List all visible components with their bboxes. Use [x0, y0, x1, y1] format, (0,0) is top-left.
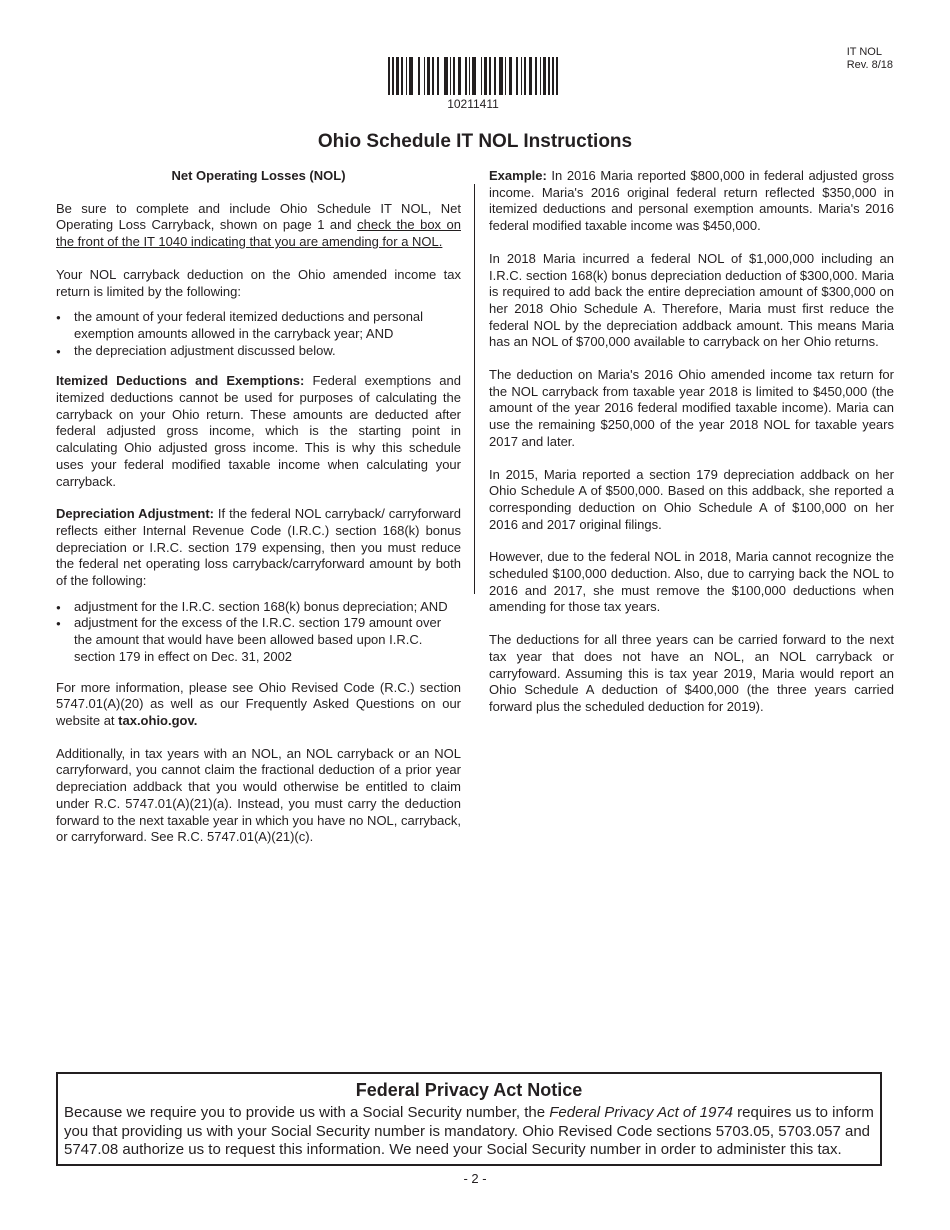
limit-paragraph: Your NOL carryback deduction on the Ohio amended income tax return is limited by the following:: [56, 266, 461, 299]
example-text: In 2016 Maria reported $800,000 in federal adjusted gross income. Maria's 2016 original federal return reflected $350,000 in itemized deductions and personal exemption amounts. Maria's 2016 federal modified taxable income was $450,000.: [489, 168, 894, 234]
list-item: ● adjustment for the excess of the I.R.C. section 179 amount over the amount that would have been allowed based upon I.R.C. section 179 in effect on Dec. 31, 2002: [56, 615, 461, 665]
additional-paragraph: Additionally, in tax years with an NOL, an NOL carryback or an NOL carryforward, you cannot claim the fractional deduction of a prior year depreciation addback that you would otherwise be entitled to claim under R.C. 5747.01(A)(21)(a). Instead, you must carry the deduction forward to the next taxable year in which you have no NOL, carryback, or carryforward. See R.C. 5747.01(A)(21)(c).: [56, 745, 461, 845]
list-item: ● the depreciation adjustment discussed below.: [56, 343, 461, 360]
intro-underlined-text: check the box on the front of the IT 1040 indicating that you are amending for a NOL.: [56, 217, 461, 250]
nol-heading: Net Operating Losses (NOL): [171, 168, 346, 183]
depreciation-paragraph: [56, 506, 461, 590]
more-info-text: For more information, please see Ohio Revised Code (R.C.) section 5747.01(A)(20) as well as our Frequently Asked Questions on our website at: [56, 679, 461, 728]
barcode-number: 10211411: [447, 97, 499, 111]
website-link[interactable]: tax.ohio.gov.: [118, 712, 198, 728]
barcode: [388, 57, 558, 111]
depreciation-text: If the federal NOL carryback/ carryforward reflects either Internal Revenue Code (I.R.C.) section 168(k) bonus depreciation or I.R.C. section 179 expensing, then you must reduce the federal net operating loss carryback/carryforward amount by both of the following:: [56, 506, 461, 589]
form-code: IT NOL: [846, 46, 882, 58]
privacy-text-a: Because we require you to provide us with a Social Security number, the: [64, 1104, 550, 1121]
privacy-text: [64, 1104, 874, 1160]
itemized-label: Itemized Deductions and Exemptions:: [56, 373, 305, 389]
example-label: Example:: [489, 168, 547, 183]
example-paragraph-2: In 2018 Maria incurred a federal NOL of $1,000,000 including an I.R.C. section 168(k) bonus depreciation deduction of $300,000. Maria is required to add back the entire depreciation amount of $300,000 on her 2018 Ohio Schedule A. Therefore, Maria must first reduce the federal NOL by the depreciation addback amount. This means Maria has an NOL of $700,000 available to carryback on her Ohio returns.: [489, 250, 894, 350]
example-paragraph-6: The deductions for all three years can be carried forward to the next tax year that does not have an NOL, an NOL carryback or carryfoward. Assuming this is tax year 2019, Maria would report an Ohio Schedule A deduction of $400,000 (the three years carried forward plus the scheduled deduction for 2019).: [489, 632, 894, 714]
right-column: [489, 168, 894, 732]
example-paragraph-3: The deduction on Maria's 2016 Ohio amended income tax return for the NOL carryback from taxable year 2018 is limited to $450,000 (the amount of the year 2016 federal modified taxable income). Maria can use the remaining $250,000 of the year 2018 NOL for taxable years 2017 and later.: [489, 367, 894, 449]
column-divider: [474, 184, 475, 594]
barcode-icon: [388, 57, 558, 95]
intro-paragraph: [56, 201, 461, 251]
depreciation-list: [56, 599, 461, 666]
more-info-paragraph: [56, 680, 461, 730]
page-number: - 2 -: [463, 1171, 487, 1186]
example-paragraph-5: However, due to the federal NOL in 2018, Maria cannot recognize the scheduled $100,000 deduction. Also, due to carrying back the NOL to 2016 and 2017, she must remove the $100,000 deductions when amending for those tax years.: [489, 549, 894, 615]
itemized-paragraph: [56, 373, 461, 490]
form-revision: Rev. 8/18: [846, 59, 893, 71]
limit-list: [56, 309, 461, 359]
depreciation-label: Depreciation Adjustment:: [56, 506, 215, 522]
itemized-text: Federal exemptions and itemized deductions cannot be used for purposes of calculating the carryback on your Ohio return. These amounts are deducted after federal adjusted gross income, which is the starting point in calculating Ohio adjusted gross income. This is why this schedule uses your federal modified taxable income when calculating your carryback.: [56, 373, 461, 489]
example-paragraph-4: In 2015, Maria reported a section 179 depreciation addback on her Ohio Schedule A of $500,000. Based on this addback, she reported a corresponding deduction on Ohio Schedule A of $100,000 on her 2016 and 2017 original filings.: [489, 466, 894, 532]
example-paragraph: [489, 168, 894, 235]
privacy-notice-box: [56, 1072, 882, 1166]
form-id-block: [847, 46, 893, 72]
intro-text: Be sure to complete and include Ohio Schedule IT NOL, Net Operating Loss Carryback, shown on page 1 and: [56, 200, 461, 233]
page-title: Ohio Schedule IT NOL Instructions: [317, 131, 633, 152]
privacy-act-name: Federal Privacy Act of 1974: [549, 1104, 733, 1121]
list-item: ● adjustment for the I.R.C. section 168(k) bonus depreciation; AND: [56, 599, 461, 616]
left-column: [56, 168, 461, 862]
list-item: ● the amount of your federal itemized deductions and personal exemption amounts allowed in the carryback year; AND: [56, 309, 461, 342]
privacy-text-b: requires us to inform you that providing us with your Social Security number is mandatory. Ohio Revised Code sections 5703.05, 5703.057 and 5747.08 authorize us to request this information. We need your Social Security number in order to administer this tax.: [64, 1104, 874, 1158]
privacy-title: Federal Privacy Act Notice: [355, 1080, 583, 1100]
